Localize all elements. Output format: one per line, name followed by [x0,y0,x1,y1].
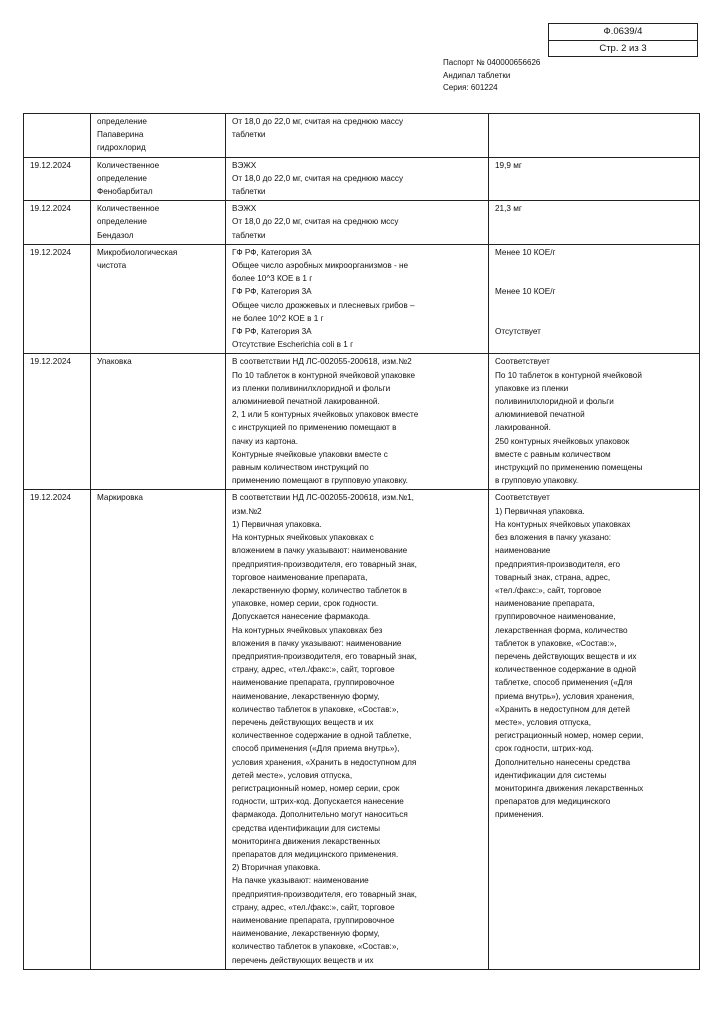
cell-line: гидрохлорид [97,143,146,153]
cell-line: количество таблеток в упаковке, «Состав:», [232,942,399,952]
cell-line: регистрационный номер, номер серии, срок [232,783,400,793]
cell-line: применению помещают в групповую упаковку. [232,476,408,486]
cell-line: Папаверина [97,130,144,140]
cell-line: из пленки поливинилхлоридной и фольги [232,383,391,393]
cell-line [30,115,84,128]
cell-line: 19,9 мг [495,160,522,170]
cell-line: таблетки [232,130,266,140]
cell-line: пачку из картона. [232,436,298,446]
cell-line: группировочное наименование, [495,612,616,622]
cell-line: применения. [495,810,544,820]
cell-line: 21,3 мг [495,204,522,214]
cell-line: приема внутрь»), условия хранения, [495,691,635,701]
cell-line: регистрационный номер, номер серии, [495,731,644,741]
cell-line: В соответствии НД ЛС-002055-200618, изм.№2 [232,357,412,367]
cell-line: Соответствует [495,357,550,367]
test-name-cell [91,244,226,354]
cell-line: определение [97,217,147,227]
cell-line: 19.12.2024 [30,247,71,257]
cell-line: количество таблеток в упаковке, «Состав:», [232,704,399,714]
cell-line: Общее число аэробных микроорганизмов - не [232,261,409,271]
cell-line: Количественное [97,204,160,214]
cell-line: поливинилхлоридной и фольги [495,397,614,407]
requirement-cell [226,114,489,158]
cell-line: По 10 таблеток в контурной ячейковой [495,370,642,380]
cell-line: перечень действующих веществ и их [495,651,637,661]
cell-line: алюминиевой печатной лакированной. [232,397,380,407]
cell-line: ГФ РФ, Категория 3А [232,287,312,297]
table-row [24,354,700,490]
test-name-cell [91,114,226,158]
cell-line: Количественное [97,160,160,170]
cell-line: На контурных ячейковых упаковках с [232,533,374,543]
cell-line: средства идентификации для системы [232,823,380,833]
cell-line: Фенобарбитал [97,187,153,197]
cell-line: более 10^3 КОЕ в 1 г [232,274,313,284]
table-row [24,157,700,201]
cell-line: наименование [495,546,551,556]
cell-line: лекарственная форма, количество [495,625,628,635]
cell-line: Отсутствует [495,326,541,336]
cell-line: препаратов для медицинского применения. [232,849,399,859]
cell-line: таблеток в упаковке, «Состав:», [495,638,617,648]
table-row [24,244,700,354]
cell-line: мониторинга движения лекарственных [232,836,381,846]
cell-line: От 18,0 до 22,0 мг, считая на среднюю мссу [232,217,399,227]
cell-line: препаратов для медицинского [495,797,611,807]
cell-line: На пачке указывают: наименование [232,876,369,886]
passport-number: Паспорт № 040000656626 [443,58,541,67]
cell-line: идентификации для системы [495,770,607,780]
cell-line: От 18,0 до 22,0 мг, считая на среднюю массу [232,173,404,183]
date-cell [24,201,91,245]
cell-line: На контурных ячейковых упаковках [495,519,631,529]
cell-line [495,299,693,312]
cell-line: лакированной. [495,423,551,433]
test-name-cell [91,490,226,969]
requirement-cell [226,490,489,969]
cell-line [495,259,693,272]
cell-line: ВЭЖХ [232,160,257,170]
cell-line: По 10 таблеток в контурной ячейковой упаковке [232,370,416,380]
cell-line: мониторинга движения лекарственных [495,783,644,793]
form-code-box [548,23,698,57]
cell-line: Соответствует [495,493,550,503]
cell-line: в групповую упаковку. [495,476,579,486]
cell-line: Упаковка [97,357,132,367]
cell-line: 1) Первичная упаковка. [495,506,585,516]
cell-line: страну, адрес, «тел./факс:», сайт, торговое [232,665,395,675]
cell-line: ГФ РФ, Категория 3А [232,327,312,337]
product-name: Андипал таблетки [443,70,511,80]
cell-line: упаковке, номер серии, срок годности. [232,599,379,609]
cell-line: алюминиевой печатной [495,410,585,420]
cell-line: страну, адрес, «тел./факс:», сайт, торговое [232,902,395,912]
date-cell [24,157,91,201]
result-cell [489,354,700,490]
cell-line [495,312,693,325]
cell-line: Маркировка [97,493,143,503]
requirement-cell [226,201,489,245]
cell-line: вложения в пачку указывают: наименование [232,638,402,648]
cell-line: предприятия-производителя, его товарный знак, [232,651,417,661]
cell-line: срок годности, штрих-код. [495,744,594,754]
form-code: Ф.0639/4 [549,24,697,41]
cell-line: месте», условия отпуска, [495,717,591,727]
cell-line: Микробиологическая [97,247,178,257]
table-row [24,114,700,158]
passport-info [443,57,540,95]
result-cell [489,244,700,354]
cell-line: Менее 10 КОЕ/г [495,247,556,257]
result-cell [489,490,700,969]
cell-line: изм.№2 [232,506,262,516]
cell-line: определение [97,173,147,183]
cell-line: Дополнительно нанесены средства [495,757,631,767]
test-name-cell [91,157,226,201]
date-cell [24,114,91,158]
analysis-table [23,113,700,970]
cell-line: количественное содержание в одной таблетке, [232,731,412,741]
cell-line: чистота [97,261,127,271]
cell-line: 2, 1 или 5 контурных ячейковых упаковок вместе [232,410,419,420]
cell-line: 250 контурных ячейковых упаковок [495,436,630,446]
cell-line [495,272,693,285]
cell-line: таблетки [232,187,266,197]
page-info: Стр. 2 из 3 [599,43,647,54]
cell-line: торговое наименование препарата, [232,572,368,582]
cell-line: ГФ РФ, Категория 3А [232,247,312,257]
cell-line: перечень действующих веществ и их [232,717,374,727]
cell-line: 19.12.2024 [30,493,71,503]
cell-line: 1) Первичная упаковка. [232,519,322,529]
cell-line: 2) Вторичная упаковка. [232,863,321,873]
cell-line: В соответствии НД ЛС-002055-200618, изм.№1, [232,493,414,503]
cell-line: равным количеством инструкций по [232,463,369,473]
cell-line: наименование, лекарственную форму, [232,929,380,939]
date-cell [24,244,91,354]
requirement-cell [226,354,489,490]
result-cell [489,157,700,201]
cell-line: определение [97,117,147,126]
cell-line: Отсутствие Escherichia coli в 1 г [232,340,354,350]
cell-line: наименование препарата, группировочное [232,915,395,925]
cell-line: таблетки [232,230,266,240]
requirement-cell [226,244,489,354]
result-cell [489,114,700,158]
cell-line: способ применения («Для приема внутрь»), [232,744,400,754]
table-row [24,201,700,245]
cell-line: количественное содержание в одной [495,665,637,675]
cell-line: На контурных ячейковых упаковках без [232,625,383,635]
test-name-cell [91,354,226,490]
cell-line: 19.12.2024 [30,160,71,170]
cell-line: наименование, лекарственную форму, [232,691,380,701]
cell-line: Допускается нанесение фармакода. [232,612,371,622]
cell-line: предприятия-производителя, его товарный знак, [232,889,417,899]
cell-line: Общее число дрожжевых и плесневых грибов – [232,300,415,310]
cell-line: «Хранить в недоступном для детей [495,704,630,714]
cell-line: упаковке из пленки [495,383,569,393]
cell-line: Контурные ячейковые упаковки вместе с [232,449,388,459]
cell-line: таблетке, способ применения («Для [495,678,633,688]
cell-line: перечень действующих веществ и их [232,955,374,965]
cell-line: 19.12.2024 [30,357,71,367]
cell-line: фармакода. Дополнительно могут наноситься [232,810,408,820]
cell-line: вложением в пачку указывают: наименование [232,546,408,556]
cell-line: ВЭЖХ [232,204,257,214]
cell-line: инструкций по применению помещены [495,463,643,473]
cell-line: вместе с равным количеством [495,449,611,459]
date-cell [24,490,91,969]
cell-line: с инструкцией по применению помещают в [232,423,397,433]
cell-line: без вложения в пачку указано: [495,533,612,543]
cell-line: От 18,0 до 22,0 мг, считая на среднюю массу [232,117,404,126]
cell-line: Бендазол [97,230,134,240]
cell-line: предприятия-производителя, его товарный знак, [232,559,417,569]
result-cell [489,201,700,245]
table-row [24,490,700,969]
cell-line: лекарственную форму, количество таблеток в [232,585,407,595]
cell-line: не более 10^2 КОЕ в 1 г [232,313,324,323]
cell-line: предприятия-производителя, его [495,559,621,569]
cell-line: наименование препарата, [495,599,595,609]
test-name-cell [91,201,226,245]
date-cell [24,354,91,490]
series-number: Серия: 601224 [443,83,498,93]
cell-line: товарный знак, страна, адрес, [495,572,611,582]
cell-line: «тел./факс:», сайт, торговое [495,585,602,595]
cell-line: годности, штрих-код. Допускается нанесение [232,797,404,807]
cell-line: 19.12.2024 [30,204,71,214]
requirement-cell [226,157,489,201]
cell-line: Менее 10 КОЕ/г [495,287,556,297]
cell-line: наименование препарата, группировочное [232,678,395,688]
cell-line: детей месте», условия отпуска, [232,770,353,780]
cell-line: условия хранения, «Хранить в недоступном для [232,757,417,767]
